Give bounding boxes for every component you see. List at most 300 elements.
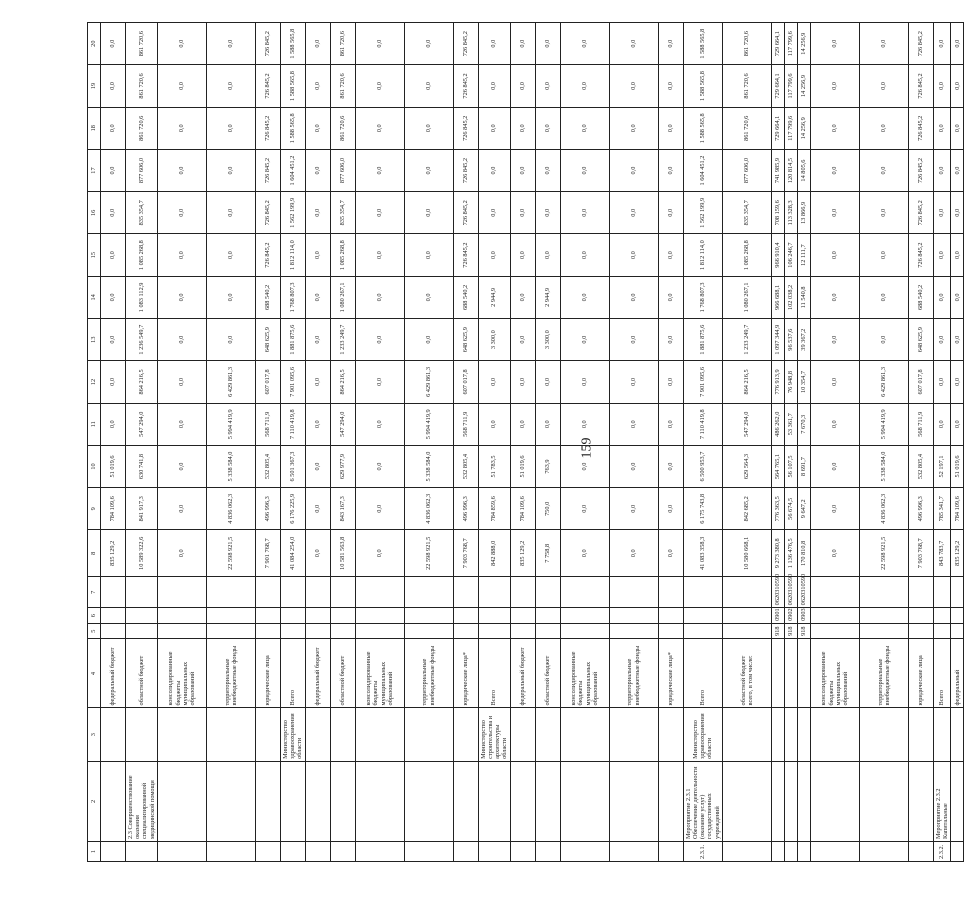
table-cell: 0,0 bbox=[478, 65, 510, 107]
table-cell bbox=[206, 761, 255, 841]
table-cell bbox=[658, 708, 683, 761]
table-cell: 170 810,8 bbox=[797, 530, 810, 577]
table-cell bbox=[404, 841, 453, 861]
table-cell: консолидированные бюджеты муниципальных образований bbox=[157, 639, 206, 708]
table-cell bbox=[784, 639, 797, 708]
column-header: 1 bbox=[88, 841, 101, 861]
table-cell: 0,0 bbox=[206, 319, 255, 361]
table-row bbox=[101, 23, 126, 862]
table-cell: 0,0 bbox=[560, 319, 609, 361]
table-cell: 864 216,5 bbox=[330, 361, 355, 403]
table-cell: консолидированные бюджеты муниципальных образований bbox=[560, 639, 609, 708]
table-cell bbox=[206, 841, 255, 861]
table-cell bbox=[722, 623, 771, 639]
table-cell: 1 233 249,7 bbox=[722, 319, 771, 361]
table-cell: 0,0 bbox=[355, 276, 404, 318]
table-cell: 1 136 476,5 bbox=[784, 530, 797, 577]
table-cell bbox=[658, 577, 683, 608]
table-cell: 9 273 380,8 bbox=[771, 530, 784, 577]
table-cell: 0,0 bbox=[355, 149, 404, 191]
table-cell bbox=[255, 608, 280, 624]
column-header: 15 bbox=[88, 234, 101, 276]
table-cell: 629 977,9 bbox=[330, 445, 355, 487]
table-cell: 1 085 268,8 bbox=[126, 234, 158, 276]
table-cell: 0,0 bbox=[933, 361, 950, 403]
table-cell bbox=[951, 608, 964, 624]
table-cell: 0,0 bbox=[101, 23, 126, 65]
table-cell: 0,0 bbox=[560, 445, 609, 487]
table-cell: 648 625,9 bbox=[908, 319, 933, 361]
table-cell: 0,0 bbox=[355, 319, 404, 361]
table-cell: 6 501 367,3 bbox=[280, 445, 305, 487]
table-cell: 113 328,3 bbox=[784, 192, 797, 234]
table-cell bbox=[157, 708, 206, 761]
table-cell: 0,0 bbox=[933, 192, 950, 234]
table-cell bbox=[722, 841, 771, 861]
table-cell: 726 845,2 bbox=[255, 65, 280, 107]
table-cell: 0,0 bbox=[859, 65, 908, 107]
table-cell: юридические лица* bbox=[658, 639, 683, 708]
table-cell: 688 540,2 bbox=[908, 276, 933, 318]
table-cell: 1 236 549,7 bbox=[126, 319, 158, 361]
table-cell bbox=[908, 841, 933, 861]
table-cell: 688 540,2 bbox=[453, 276, 478, 318]
table-cell: Министерство здравоохранения области bbox=[280, 708, 305, 761]
table-row bbox=[157, 23, 206, 862]
table-cell bbox=[206, 577, 255, 608]
table-cell: 5 994 419,9 bbox=[859, 403, 908, 445]
column-header: 10 bbox=[88, 445, 101, 487]
table-cell: 835 129,2 bbox=[951, 530, 964, 577]
table-cell: 0,0 bbox=[404, 23, 453, 65]
table-cell: 842 685,2 bbox=[722, 488, 771, 530]
table-cell bbox=[157, 577, 206, 608]
table-cell: 2 944,9 bbox=[535, 276, 560, 318]
table-cell bbox=[404, 623, 453, 639]
table-cell: 966 910,4 bbox=[771, 234, 784, 276]
table-cell: 56 674,5 bbox=[784, 488, 797, 530]
table-row bbox=[683, 23, 722, 862]
table-cell: 117 799,6 bbox=[784, 107, 797, 149]
table-cell: 0,0 bbox=[510, 149, 535, 191]
table-cell: 0,0 bbox=[535, 149, 560, 191]
table-cell: 11 540,8 bbox=[797, 276, 810, 318]
table-cell: 0,0 bbox=[535, 65, 560, 107]
table-cell bbox=[933, 623, 950, 639]
table-cell: 607 017,8 bbox=[255, 361, 280, 403]
table-cell bbox=[771, 841, 784, 861]
table-cell: 0903 bbox=[797, 608, 810, 624]
table-cell bbox=[771, 708, 784, 761]
table-cell: 4 836 062,3 bbox=[859, 488, 908, 530]
column-header: 12 bbox=[88, 361, 101, 403]
table-cell: 117 799,6 bbox=[784, 23, 797, 65]
table-cell bbox=[101, 608, 126, 624]
table-cell: 0,0 bbox=[560, 361, 609, 403]
table-cell bbox=[933, 608, 950, 624]
table-cell bbox=[330, 841, 355, 861]
table-cell bbox=[305, 623, 330, 639]
table-cell: 7 758,8 bbox=[535, 530, 560, 577]
table-cell: 0,0 bbox=[101, 319, 126, 361]
table-cell: 0,0 bbox=[355, 530, 404, 577]
table-cell: 0,0 bbox=[859, 107, 908, 149]
table-cell: 0,0 bbox=[157, 276, 206, 318]
table-cell: 726 845,2 bbox=[453, 234, 478, 276]
table-cell bbox=[535, 708, 560, 761]
table-cell: 0,0 bbox=[404, 149, 453, 191]
table-cell: 0,0 bbox=[478, 149, 510, 191]
table-cell: 0,0 bbox=[355, 107, 404, 149]
table-cell: 784 109,6 bbox=[101, 488, 126, 530]
table-row bbox=[560, 23, 609, 862]
table-cell bbox=[330, 708, 355, 761]
table-cell: 7 110 419,8 bbox=[280, 403, 305, 445]
table-cell bbox=[810, 761, 859, 841]
table-cell: 7 903 768,7 bbox=[908, 530, 933, 577]
table-cell bbox=[658, 841, 683, 861]
table-cell: 0,0 bbox=[859, 149, 908, 191]
table-cell: 4 836 062,3 bbox=[404, 488, 453, 530]
table-cell: 12 111,7 bbox=[797, 234, 810, 276]
table-cell bbox=[535, 608, 560, 624]
table-cell bbox=[784, 708, 797, 761]
column-header: 2 bbox=[88, 761, 101, 841]
table-cell: 729 664,1 bbox=[771, 23, 784, 65]
budget-table-rotated bbox=[87, 22, 961, 862]
table-cell bbox=[101, 623, 126, 639]
table-cell bbox=[560, 708, 609, 761]
table-cell: 1 080 267,1 bbox=[722, 276, 771, 318]
table-cell: 0,0 bbox=[609, 65, 658, 107]
table-cell: 0,0 bbox=[206, 234, 255, 276]
table-cell: областной бюджет bbox=[126, 639, 158, 708]
table-cell bbox=[658, 623, 683, 639]
table-cell bbox=[784, 761, 797, 841]
table-cell bbox=[478, 761, 510, 841]
table-cell: юридические лица* bbox=[453, 639, 478, 708]
table-cell bbox=[157, 623, 206, 639]
table-cell bbox=[330, 761, 355, 841]
column-header: 14 bbox=[88, 276, 101, 318]
table-cell: 0,0 bbox=[305, 361, 330, 403]
table-cell: 607 017,8 bbox=[453, 361, 478, 403]
table-cell: 1 768 807,3 bbox=[280, 276, 305, 318]
table-cell bbox=[908, 577, 933, 608]
table-cell: Всего bbox=[478, 639, 510, 708]
table-cell: 0,0 bbox=[157, 445, 206, 487]
table-cell: 861 720,6 bbox=[330, 107, 355, 149]
table-cell: 0,0 bbox=[609, 192, 658, 234]
table-cell: 750,0 bbox=[535, 488, 560, 530]
table-cell: 0,0 bbox=[305, 23, 330, 65]
table-cell: 5 338 584,0 bbox=[404, 445, 453, 487]
table-cell: территориальные внебюджетные фонды bbox=[609, 639, 658, 708]
table-cell bbox=[535, 761, 560, 841]
table-cell: 726 845,2 bbox=[908, 234, 933, 276]
table-cell bbox=[609, 623, 658, 639]
table-cell: 0,0 bbox=[478, 403, 510, 445]
table-cell: 39 367,2 bbox=[797, 319, 810, 361]
table-cell: 726 845,2 bbox=[453, 149, 478, 191]
table-cell: 0,0 bbox=[933, 234, 950, 276]
table-cell bbox=[280, 608, 305, 624]
table-row bbox=[305, 23, 330, 862]
table-cell: 726 845,2 bbox=[453, 107, 478, 149]
table-cell: 0,0 bbox=[951, 107, 964, 149]
table-cell: 843 167,3 bbox=[330, 488, 355, 530]
table-cell: 0,0 bbox=[206, 149, 255, 191]
table-cell: 8 691,7 bbox=[797, 445, 810, 487]
table-cell: 0,0 bbox=[355, 192, 404, 234]
table-cell: 776 363,5 bbox=[771, 488, 784, 530]
table-cell: федеральный бюджет bbox=[510, 639, 535, 708]
table-cell bbox=[722, 708, 771, 761]
table-cell: 532 805,4 bbox=[255, 445, 280, 487]
table-cell: 0,0 bbox=[658, 488, 683, 530]
table-cell: 1 588 565,8 bbox=[683, 23, 722, 65]
table-cell: 0,0 bbox=[609, 149, 658, 191]
table-cell: 0,0 bbox=[810, 361, 859, 403]
table-cell: 120 814,5 bbox=[784, 149, 797, 191]
table-cell bbox=[126, 708, 158, 761]
table-cell: Мероприятие 2.3.1 Обеспечение деятельности (оказание услуг) государственных учреждений bbox=[683, 761, 722, 841]
column-header: 17 bbox=[88, 149, 101, 191]
table-cell: 726 845,2 bbox=[453, 192, 478, 234]
table-cell bbox=[101, 761, 126, 841]
table-cell bbox=[683, 577, 722, 608]
table-cell bbox=[355, 608, 404, 624]
table-cell: 0901 bbox=[771, 608, 784, 624]
table-cell: 0,0 bbox=[510, 107, 535, 149]
table-cell: 6 500 953,7 bbox=[683, 445, 722, 487]
table-cell bbox=[157, 608, 206, 624]
table-cell: 0,0 bbox=[157, 361, 206, 403]
table-cell bbox=[535, 577, 560, 608]
table-cell: 835 354,7 bbox=[126, 192, 158, 234]
table-cell bbox=[810, 623, 859, 639]
table-cell: 708 159,6 bbox=[771, 192, 784, 234]
column-header: 6 bbox=[88, 608, 101, 624]
table-cell: 864 216,5 bbox=[126, 361, 158, 403]
table-cell: 0,0 bbox=[510, 361, 535, 403]
table-cell: 726 845,2 bbox=[908, 192, 933, 234]
table-cell bbox=[280, 841, 305, 861]
table-cell: 0,0 bbox=[658, 403, 683, 445]
table-cell bbox=[908, 623, 933, 639]
table-row bbox=[510, 23, 535, 862]
table-cell: 51 019,6 bbox=[510, 445, 535, 487]
table-cell bbox=[305, 761, 330, 841]
table-cell bbox=[453, 761, 478, 841]
table-cell: 102 038,2 bbox=[784, 276, 797, 318]
table-cell: 0,0 bbox=[305, 149, 330, 191]
table-cell: 0,0 bbox=[535, 234, 560, 276]
table-cell: 0902 bbox=[784, 608, 797, 624]
table-cell bbox=[157, 761, 206, 841]
table-cell: 1 233 249,7 bbox=[330, 319, 355, 361]
table-cell: 51 783,5 bbox=[478, 445, 510, 487]
table-cell: 3 300,0 bbox=[478, 319, 510, 361]
table-cell bbox=[355, 761, 404, 841]
table-cell bbox=[859, 608, 908, 624]
table-cell: 0,0 bbox=[305, 65, 330, 107]
table-cell bbox=[510, 608, 535, 624]
table-cell: 0,0 bbox=[157, 65, 206, 107]
table-cell bbox=[535, 623, 560, 639]
table-row bbox=[330, 23, 355, 862]
table-cell: 0620310590 bbox=[771, 577, 784, 608]
table-cell bbox=[510, 841, 535, 861]
table-cell: 726 845,2 bbox=[255, 192, 280, 234]
table-cell: юридические лица bbox=[255, 639, 280, 708]
table-cell: 0,0 bbox=[609, 234, 658, 276]
table-cell bbox=[510, 761, 535, 841]
table-cell bbox=[510, 623, 535, 639]
table-cell bbox=[255, 577, 280, 608]
table-row bbox=[478, 23, 510, 862]
table-cell: 726 845,2 bbox=[908, 65, 933, 107]
table-cell: 0,0 bbox=[101, 107, 126, 149]
table-cell bbox=[683, 608, 722, 624]
table-cell: 0,0 bbox=[404, 319, 453, 361]
table-cell: 0,0 bbox=[355, 23, 404, 65]
table-cell bbox=[355, 841, 404, 861]
table-cell: 0,0 bbox=[933, 319, 950, 361]
table-cell: 0,0 bbox=[157, 107, 206, 149]
table-cell bbox=[478, 577, 510, 608]
column-header: 20 bbox=[88, 23, 101, 65]
table-cell: 842 888,0 bbox=[478, 530, 510, 577]
table-cell bbox=[280, 577, 305, 608]
table-cell: 5 338 584,0 bbox=[206, 445, 255, 487]
table-row bbox=[535, 23, 560, 862]
table-cell: 729 664,1 bbox=[771, 65, 784, 107]
table-cell bbox=[797, 761, 810, 841]
table-cell: консолидированные бюджеты муниципальных образований bbox=[355, 639, 404, 708]
table-cell: 784 109,6 bbox=[951, 488, 964, 530]
table-cell: федеральный бюджет bbox=[101, 639, 126, 708]
table-cell: 51 019,6 bbox=[951, 445, 964, 487]
page-number: 159 bbox=[579, 437, 595, 459]
table-cell: 22 598 921,5 bbox=[206, 530, 255, 577]
table-cell: 0,0 bbox=[157, 149, 206, 191]
table-cell: 0,0 bbox=[478, 107, 510, 149]
table-cell: 5 994 419,9 bbox=[206, 403, 255, 445]
table-cell: 0,0 bbox=[206, 276, 255, 318]
table-cell: 0,0 bbox=[510, 192, 535, 234]
table-cell: областной бюджет bbox=[535, 639, 560, 708]
table-cell: 835 354,7 bbox=[722, 192, 771, 234]
table-cell: 7 670,3 bbox=[797, 403, 810, 445]
table-cell bbox=[658, 608, 683, 624]
table-cell: 0,0 bbox=[157, 192, 206, 234]
table-cell: 0,0 bbox=[355, 403, 404, 445]
table-cell: 0,0 bbox=[951, 65, 964, 107]
table-cell: 14 256,9 bbox=[797, 107, 810, 149]
table-cell bbox=[560, 761, 609, 841]
table-cell: 547 294,0 bbox=[126, 403, 158, 445]
table-cell: 2 944,9 bbox=[478, 276, 510, 318]
table-cell bbox=[404, 577, 453, 608]
column-header: 19 bbox=[88, 65, 101, 107]
table-cell bbox=[478, 608, 510, 624]
table-cell: 918 bbox=[771, 623, 784, 639]
table-cell: 0,0 bbox=[609, 488, 658, 530]
table-cell: 0,0 bbox=[658, 192, 683, 234]
table-cell bbox=[609, 841, 658, 861]
column-header: 3 bbox=[88, 708, 101, 761]
table-cell: Министерство здравоохранения области bbox=[683, 708, 722, 761]
table-cell bbox=[305, 708, 330, 761]
table-cell bbox=[908, 708, 933, 761]
table-cell: 0,0 bbox=[355, 488, 404, 530]
table-cell bbox=[255, 708, 280, 761]
table-cell: 52 197,1 bbox=[933, 445, 950, 487]
table-cell: 1 097 344,9 bbox=[771, 319, 784, 361]
table-cell bbox=[101, 841, 126, 861]
table-cell: 1 562 199,9 bbox=[280, 192, 305, 234]
table-cell: 3 300,0 bbox=[535, 319, 560, 361]
table-cell: 0,0 bbox=[510, 276, 535, 318]
table-cell: 729 664,1 bbox=[771, 107, 784, 149]
table-cell: 0620310590 bbox=[797, 577, 810, 608]
column-header: 13 bbox=[88, 319, 101, 361]
table-cell bbox=[510, 577, 535, 608]
table-cell bbox=[609, 708, 658, 761]
table-cell: 835 129,2 bbox=[510, 530, 535, 577]
table-cell: 0,0 bbox=[810, 403, 859, 445]
table-cell: 0,0 bbox=[510, 65, 535, 107]
table-cell: 0,0 bbox=[560, 234, 609, 276]
table-cell: 7 901 768,7 bbox=[255, 530, 280, 577]
table-cell: 1 812 114,0 bbox=[683, 234, 722, 276]
table-cell: 0,0 bbox=[933, 149, 950, 191]
table-cell: 785 341,7 bbox=[933, 488, 950, 530]
table-cell: 861 720,6 bbox=[722, 107, 771, 149]
table-cell: 0,0 bbox=[478, 23, 510, 65]
table-cell: 861 720,6 bbox=[722, 23, 771, 65]
table-cell: 0,0 bbox=[101, 234, 126, 276]
table-cell: 0,0 bbox=[157, 234, 206, 276]
table-cell: 0,0 bbox=[101, 403, 126, 445]
table-cell bbox=[330, 623, 355, 639]
table-cell: 0,0 bbox=[951, 23, 964, 65]
table-cell bbox=[560, 841, 609, 861]
table-cell bbox=[797, 708, 810, 761]
table-cell: 4 836 062,3 bbox=[206, 488, 255, 530]
table-cell: 0,0 bbox=[101, 361, 126, 403]
table-cell: 0,0 bbox=[658, 276, 683, 318]
table-cell bbox=[404, 708, 453, 761]
table-cell bbox=[478, 841, 510, 861]
table-cell: 0,0 bbox=[478, 361, 510, 403]
table-cell bbox=[453, 623, 478, 639]
table-row bbox=[722, 23, 771, 862]
table-cell: 0,0 bbox=[810, 488, 859, 530]
table-cell bbox=[453, 841, 478, 861]
table-cell: 2.3.2. bbox=[933, 841, 950, 861]
table-cell: 496 996,3 bbox=[255, 488, 280, 530]
table-cell: 0,0 bbox=[810, 192, 859, 234]
table-cell: 0,0 bbox=[510, 234, 535, 276]
table-cell bbox=[255, 623, 280, 639]
table-cell: 784 109,6 bbox=[510, 488, 535, 530]
column-header: 7 bbox=[88, 577, 101, 608]
table-cell: 0,0 bbox=[206, 107, 255, 149]
table-cell: 7 903 768,7 bbox=[453, 530, 478, 577]
table-cell: 532 805,4 bbox=[453, 445, 478, 487]
